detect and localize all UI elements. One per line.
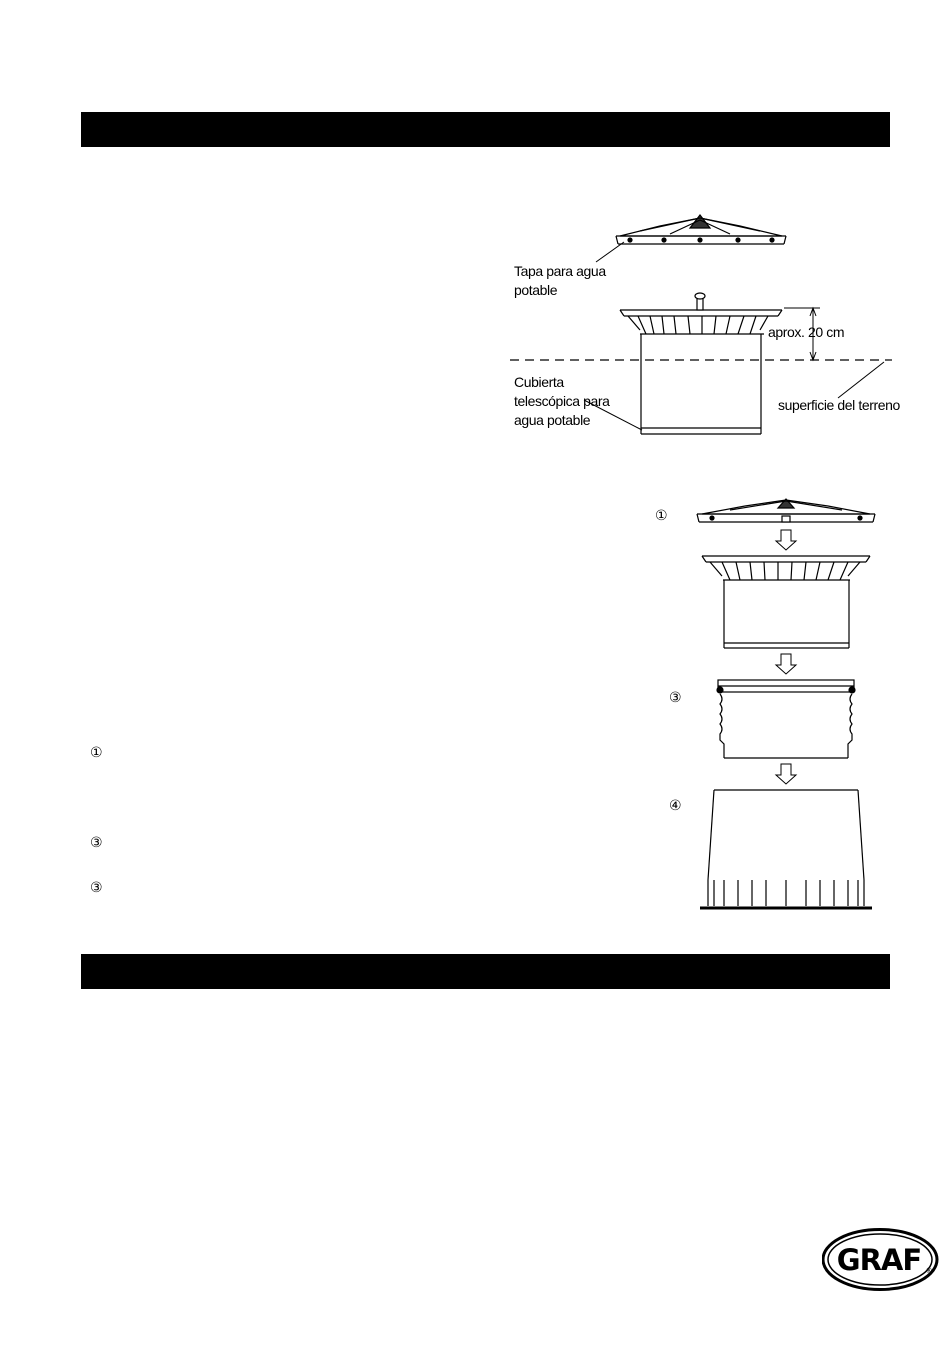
cover-label: Cubierta telescópica para agua potable [514,374,610,428]
exploded-telescopic-cover [702,556,870,648]
exploded-adapter [717,680,855,758]
step-number-3: ③ [669,690,682,706]
height-label: aprox. 20 cm [768,324,845,340]
ground-label: superficie del terreno [778,397,900,413]
arrow-down-3 [776,764,796,784]
logo-text: GRAF [836,1243,922,1277]
arrow-down-2 [776,654,796,674]
side-marker-2: ③ [90,835,103,851]
lid-drawing [616,215,786,244]
exploded-lid [697,499,875,522]
step-number-1: ① [655,508,668,524]
exploded-tank-neck [700,790,872,908]
step-number-4: ④ [669,798,682,814]
lid-label: Tapa para agua potable [514,263,606,298]
telescopic-cover-drawing [620,293,782,434]
side-marker-1: ① [90,745,103,761]
logo-registered: ® [925,1267,933,1275]
arrow-down-1 [776,530,796,550]
graf-logo [822,1228,942,1291]
side-marker-3: ③ [90,880,103,896]
